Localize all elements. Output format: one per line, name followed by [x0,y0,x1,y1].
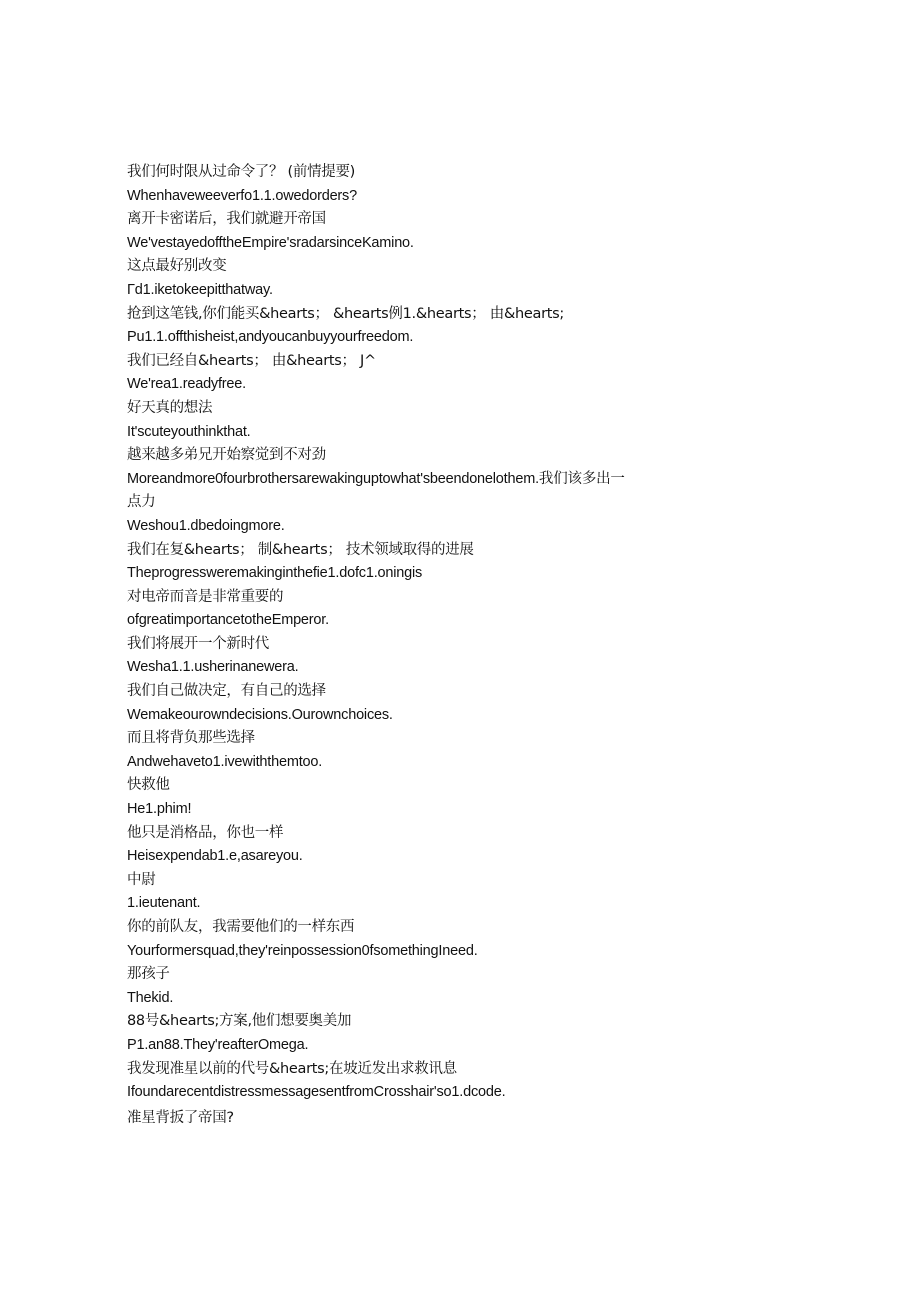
line-en: IfoundarecentdistressmessagesentfromCrosshair'so1.dcode. [127,1084,506,1101]
line-zh: 准星背扳了帝国? [127,1109,234,1126]
line-en: Yourformersquad,they'reinpossession0fsomethingIneed. [127,942,478,959]
line-en: Wemakeourowndecisions.Ourownchoices. [127,706,393,723]
line-zh: 离开卡密诺后，我们就避开帝国 [127,211,326,228]
line-en: Weshou1.dbedoingmore. [127,517,285,534]
subtitle-lines [127,161,727,1130]
line-en: Andwehaveto1.ivewiththemtoo. [127,753,323,770]
line-zh: 我们自己做决定，有自己的选择 [127,683,326,700]
line-zh: 他只是消格品，你也一样 [127,824,284,841]
line-zh: 快救他 [127,777,170,794]
line-zh: 你的前队友，我需要他们的一样东西 [127,919,355,935]
line-zh: 我们何时限从过命令了？ (前情提要) [127,164,356,180]
line-en: Theprogressweremakinginthefie1.dofc1.oningis [127,565,423,582]
line-zh: 抢到这笔钱,你们能买&hearts； &hearts例1.&hearts； 由&hearts; [127,305,564,322]
line-zh: 对电帝而音是非常重要的 [127,588,284,605]
line-en: Thekid. [127,989,174,1006]
line-zh: 那孩子 [127,966,170,983]
line-zh: 我们已经自&hearts； 由&hearts； J^ [127,352,376,369]
line-zh: 我发现准星以前的代号&hearts;在坡近发出求救讯息 [127,1060,457,1077]
line-zh: 88号&hearts;方案,他们想要奥美加 [127,1013,352,1030]
line-zh: 而且将背负那些选择 [127,730,255,747]
line-zh: 我们在复&hearts； 制&hearts； 技术领域取得的进展 [127,541,474,558]
line-zh: 点力 [127,494,156,511]
line-zh: 这点最好别改变 [127,258,227,275]
line-zh: 我们将展开一个新时代 [127,635,269,652]
line-en: Heisexpendab1.e,asareyou. [127,848,303,865]
line-en: Pu1.1.offthisheist,andyoucanbuyyourfreedom. [127,329,414,346]
line-en: Moreandmore0fourbrothersarewakinguptowhat'sbeendonelothem.我们该多出一 [127,470,625,487]
line-en: Γd1.iketokeepitthatway. [127,281,273,298]
line-en: P1.an88.They'reafterOmega. [127,1036,309,1053]
line-zh: 中尉 [127,871,156,888]
line-en: It'scuteyouthinkthat. [127,423,251,440]
line-en: We'vestayedofftheEmpire'sradarsinceKamino. [127,234,414,251]
line-en: Wesha1.1.usherinanewera. [127,659,299,676]
line-en: 1.ieutenant. [127,895,201,912]
line-zh: 好天真的想法 [127,399,213,416]
line-en: We'rea1.readyfree. [127,376,246,393]
line-en: He1.phim! [127,801,192,818]
line-en: Whenhaveweeverfo1.1.owedorders? [127,187,357,204]
line-zh: 越来越多弟兄开始察觉到不对劲 [127,447,326,464]
line-en: ofgreatimportancetotheEmperor. [127,612,329,629]
